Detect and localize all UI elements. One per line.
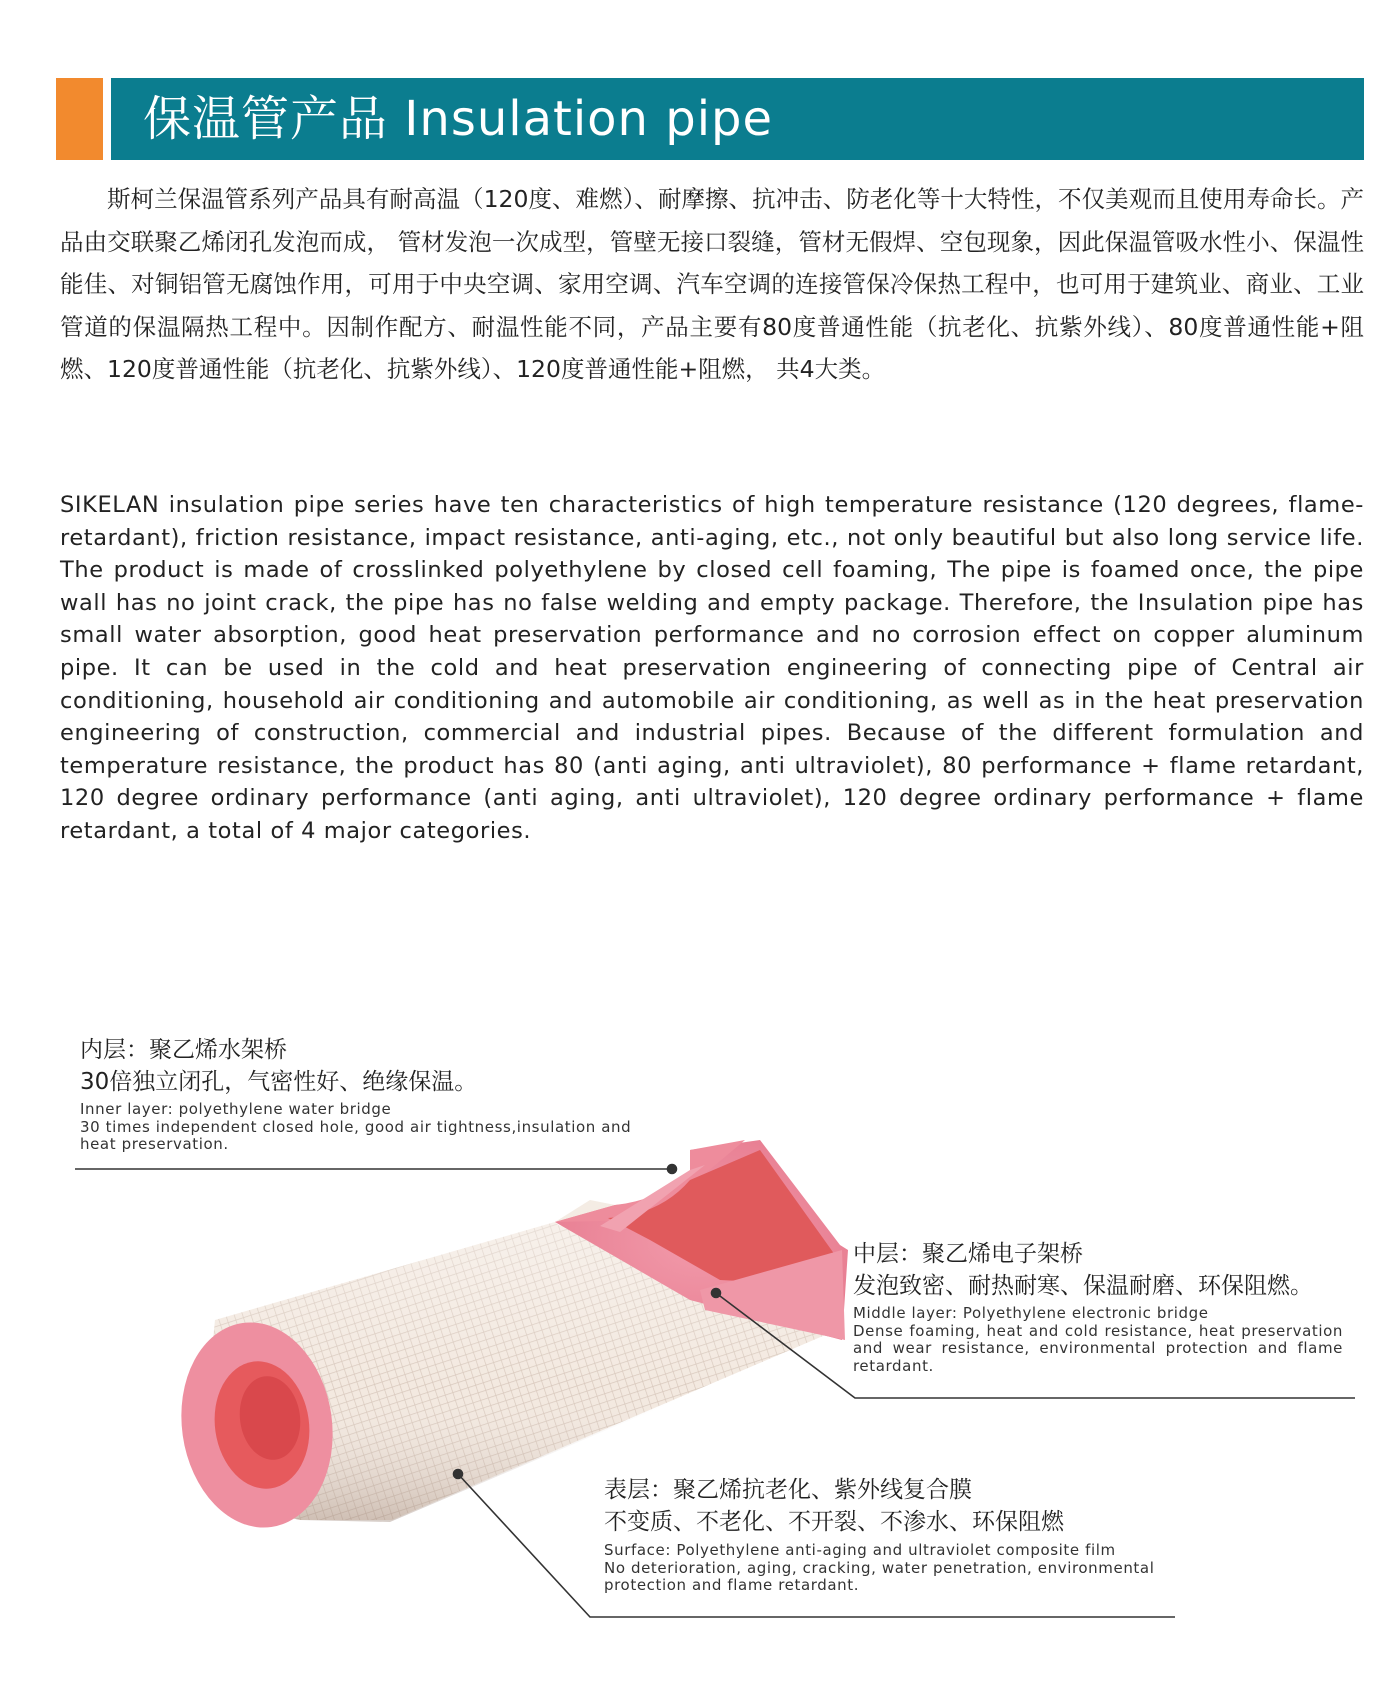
inner-layer-title: 内层：聚乙烯水架桥 bbox=[80, 1037, 287, 1063]
middle-layer-title: 中层：聚乙烯电子架桥 bbox=[853, 1241, 1083, 1267]
surface-leader-dot bbox=[454, 1470, 463, 1479]
inner-layer-desc: 30倍独立闭孔，气密性好、绝缘保温。 bbox=[80, 1069, 478, 1095]
inner-layer-en-title: Inner layer: polyethylene water bridge bbox=[80, 1100, 392, 1118]
inner-layer-callout bbox=[80, 1034, 640, 1154]
page-title: 保温管产品 Insulation pipe bbox=[143, 91, 774, 147]
middle-layer-callout bbox=[853, 1238, 1343, 1375]
intro-chinese: 斯柯兰保温管系列产品具有耐高温（120度、难燃）、耐摩擦、抗冲击、防老化等十大特性，不仅美观而且使用寿命长。产品由交联聚乙烯闭孔发泡而成， 管材发泡一次成型，管壁无接口裂缝，管材无假焊、空包现象，因此保温管吸水性小、保温性能佳、对铜铝管无腐蚀作用，可用于中央空调、家用空调、汽车空调的连接管保冷保热工程中，也可用于建筑业、商业、工业管道的保温隔热工程中。因制作配方、耐温性能不同，产品主要有80度普通性能（抗老化、抗紫外线）、80度普通性能+阻燃、120度普通性能（抗老化、抗紫外线）、120度普通性能+阻燃， 共4大类。 bbox=[60, 185, 1364, 383]
surface-layer-title: 表层：聚乙烯抗老化、紫外线复合膜 bbox=[604, 1477, 972, 1503]
middle-leader-dot bbox=[712, 1289, 721, 1298]
middle-layer-desc: 发泡致密、耐热耐寒、保温耐磨、环保阻燃。 bbox=[853, 1273, 1313, 1299]
surface-layer-en-title: Surface: Polyethylene anti-aging and ultraviolet composite film bbox=[604, 1541, 1116, 1559]
middle-layer-en-desc: Dense foaming, heat and cold resistance, heat preservation and wear resistance, environmental protection and flame retardant. bbox=[853, 1321, 1343, 1375]
inner-leader-dot bbox=[668, 1165, 677, 1174]
inner-layer-en-desc: 30 times independent closed hole, good air tightness,insulation and heat preservation. bbox=[80, 1117, 632, 1153]
surface-layer-en-desc: No deterioration, aging, cracking, water penetration, environmental protection and flame retardant. bbox=[604, 1558, 1155, 1594]
surface-layer-desc: 不变质、不老化、不开裂、不渗水、环保阻燃 bbox=[604, 1509, 1064, 1535]
middle-layer-en-title: Middle layer: Polyethylene electronic bridge bbox=[853, 1304, 1209, 1322]
surface-layer-callout bbox=[604, 1474, 1204, 1595]
intro-english: SIKELAN insulation pipe series have ten characteristics of high temperature resistance (120 degrees, flame-retardant), friction resistance, impact resistance, anti-aging, etc., not only beautiful but also long service life. The product is made of crosslinked polyethylene by closed cell foaming, The pipe is foamed once, the pipe wall has no joint crack, the pipe has no false welding and empty package. Therefore, the Insulation pipe has small water absorption, good heat preservation performance and no corrosion effect on copper aluminum pipe. It can be used in the cold and heat preservation engineering of connecting pipe of Central air conditioning, household air conditioning and automobile air conditioning, as well as in the heat preservation engineering of construction, commercial and industrial pipes. Because of the different formulation and temperature resistance, the product has 80 (anti aging, anti ultraviolet), 80 performance + flame retardant, 120 degree ordinary performance (anti aging, anti ultraviolet), 120 degree ordinary performance + flame retardant, a total of 4 major categories. bbox=[60, 492, 1364, 844]
